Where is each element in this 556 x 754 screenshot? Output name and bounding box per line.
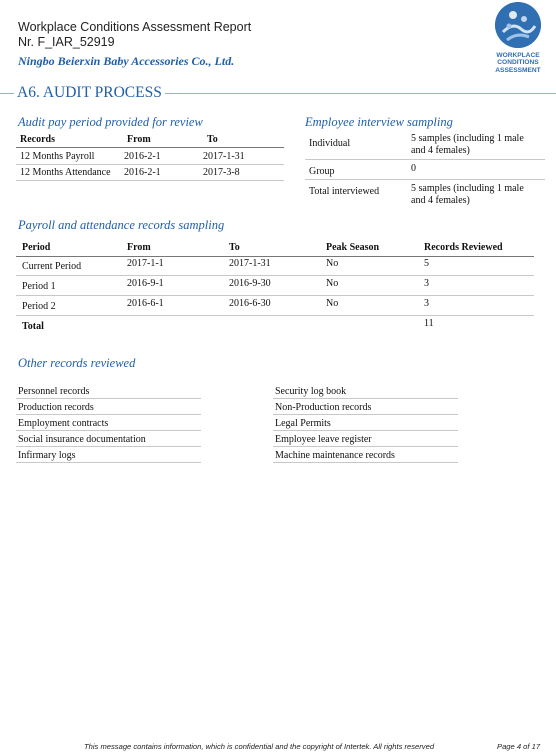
table-cell: Period 2 bbox=[22, 301, 56, 312]
table-cell: 5 samples (including 1 male and 4 females) bbox=[411, 133, 524, 156]
table-header-cell: From bbox=[127, 242, 151, 253]
list-item: Legal Permits bbox=[275, 418, 331, 429]
company-name: Ningbo Beierxin Baby Accessories Co., Ltd. bbox=[18, 54, 235, 68]
table-rule bbox=[16, 164, 284, 165]
table-header-cell: From bbox=[127, 134, 151, 145]
table-cell: No bbox=[326, 278, 339, 289]
section-header bbox=[0, 84, 556, 102]
table-rule bbox=[16, 295, 534, 296]
list-item: Machine maintenance records bbox=[275, 450, 395, 461]
list-item: Infirmary logs bbox=[18, 450, 76, 461]
page-number: Page 4 of 17 bbox=[497, 742, 541, 751]
list-rule bbox=[16, 430, 201, 431]
table-header-cell: To bbox=[207, 134, 218, 145]
table-header-cell: Period bbox=[22, 242, 51, 253]
table-cell: 3 bbox=[424, 298, 429, 309]
list-item: Non-Production records bbox=[275, 402, 372, 413]
list-item: Social insurance documentation bbox=[18, 434, 146, 445]
wca-logo bbox=[486, 2, 550, 80]
table-rule bbox=[16, 315, 534, 316]
table-cell: 3 bbox=[424, 278, 429, 289]
table-cell: 2016-9-1 bbox=[127, 278, 164, 289]
section-title: A6. AUDIT PROCESS bbox=[14, 84, 165, 102]
table-rule bbox=[16, 180, 284, 181]
list-rule bbox=[16, 446, 201, 447]
table-header-cell: Records Reviewed bbox=[424, 242, 503, 253]
report-header bbox=[18, 20, 251, 50]
table-cell: 5 samples (including 1 male and 4 females) bbox=[411, 183, 524, 206]
list-rule bbox=[16, 462, 201, 463]
list-rule bbox=[273, 462, 458, 463]
table-cell: 5 bbox=[424, 258, 429, 269]
table-header-cell: Peak Season bbox=[326, 242, 380, 253]
logo-text: WORKPLACE CONDITIONS ASSESSMENT bbox=[495, 52, 541, 74]
table-cell: 2017-1-31 bbox=[229, 258, 271, 269]
records-sampling-heading: Payroll and attendance records sampling bbox=[18, 218, 225, 232]
table-cell: 2016-2-1 bbox=[124, 151, 161, 162]
table-header-cell: To bbox=[229, 242, 240, 253]
list-rule bbox=[16, 398, 201, 399]
pay-period-heading: Audit pay period provided for review bbox=[18, 115, 203, 129]
table-cell: 2017-1-31 bbox=[203, 151, 245, 162]
table-cell: No bbox=[326, 298, 339, 309]
table-cell: Period 1 bbox=[22, 281, 56, 292]
table-rule bbox=[16, 275, 534, 276]
list-item: Employee leave register bbox=[275, 434, 372, 445]
interview-heading: Employee interview sampling bbox=[305, 115, 453, 129]
list-item: Employment contracts bbox=[18, 418, 109, 429]
table-cell: 2016-2-1 bbox=[124, 167, 161, 178]
table-cell: 2016-6-30 bbox=[229, 298, 271, 309]
list-rule bbox=[273, 414, 458, 415]
list-rule bbox=[273, 398, 458, 399]
table-cell: Current Period bbox=[22, 261, 82, 272]
total-value: 11 bbox=[424, 318, 434, 329]
table-cell: 12 Months Payroll bbox=[20, 151, 95, 162]
list-item: Personnel records bbox=[18, 386, 90, 397]
table-cell: 2016-9-30 bbox=[229, 278, 271, 289]
report-number: Nr. F_IAR_52919 bbox=[18, 35, 115, 49]
list-item: Security log book bbox=[275, 386, 347, 397]
table-cell: No bbox=[326, 258, 339, 269]
table-cell: Group bbox=[309, 166, 335, 177]
table-rule bbox=[305, 159, 545, 160]
table-rule bbox=[16, 256, 534, 257]
other-records-heading: Other records reviewed bbox=[18, 356, 136, 370]
report-title: Workplace Conditions Assessment Report bbox=[18, 20, 252, 34]
table-rule bbox=[305, 179, 545, 180]
confidentiality-notice: This message contains information, which is confidential and the copyright of Intertek. All rights reserved bbox=[84, 742, 435, 751]
table-cell: Individual bbox=[309, 138, 351, 149]
logo-emblem-icon bbox=[495, 2, 541, 48]
list-rule bbox=[273, 430, 458, 431]
list-rule bbox=[16, 414, 201, 415]
table-cell: 2017-3-8 bbox=[203, 167, 240, 178]
table-cell: 2017-1-1 bbox=[127, 258, 164, 269]
table-cell: 2016-6-1 bbox=[127, 298, 164, 309]
list-item: Production records bbox=[18, 402, 94, 413]
table-cell: 12 Months Attendance bbox=[20, 167, 111, 178]
table-cell: 0 bbox=[411, 163, 416, 174]
list-rule bbox=[273, 446, 458, 447]
total-label: Total bbox=[22, 321, 44, 332]
table-rule bbox=[16, 147, 284, 148]
table-cell: Total interviewed bbox=[309, 186, 380, 197]
table-header-cell: Records bbox=[20, 134, 55, 145]
